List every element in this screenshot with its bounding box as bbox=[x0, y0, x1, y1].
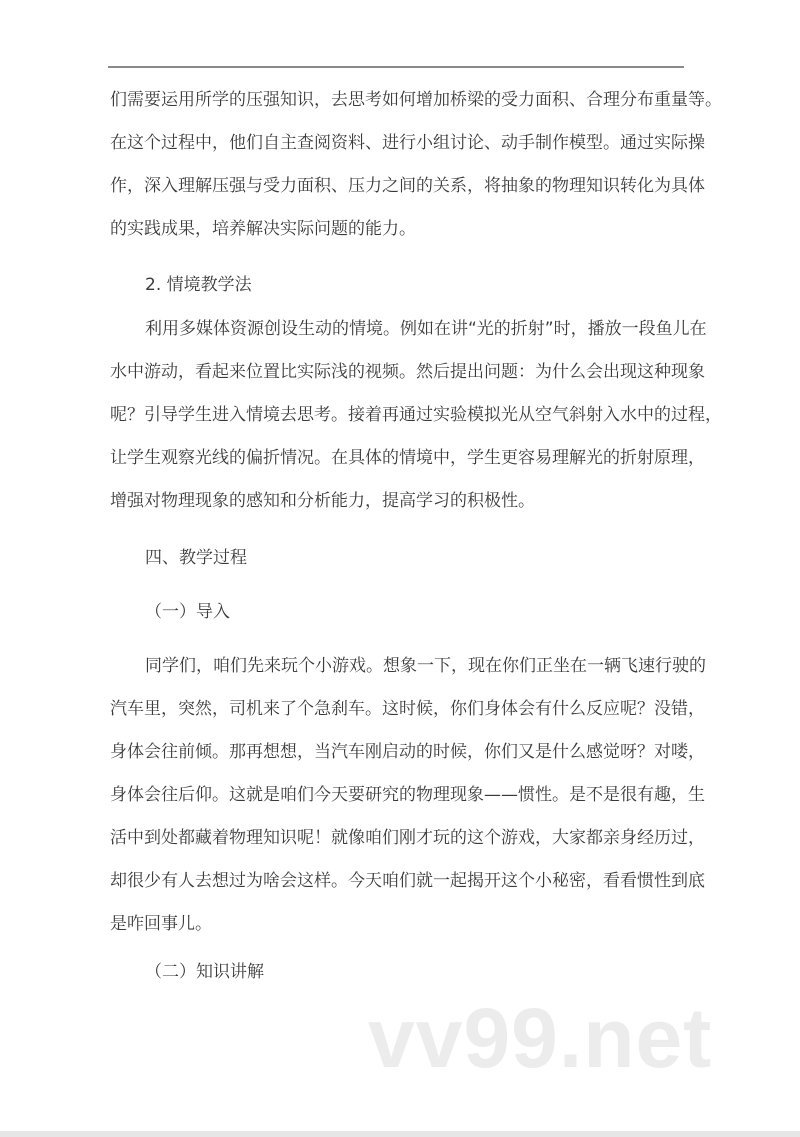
watermark: vv99.net bbox=[368, 991, 713, 1085]
subsection-heading: （二）知识讲解 bbox=[145, 962, 264, 982]
header-rule bbox=[108, 66, 684, 68]
subsection-heading: （一）导入 bbox=[145, 602, 230, 622]
text-line: 水中游动，看起来位置比实际浅的视频。然后提出问题：为什么会出现这种现象 bbox=[110, 362, 705, 382]
text-line: 们需要运用所学的压强知识，去思考如何增加桥梁的受力面积、合理分布重量等。 bbox=[110, 90, 722, 110]
section-heading: 四、教学过程 bbox=[145, 548, 247, 568]
text-line: 同学们，咱们先来玩个小游戏。想象一下，现在你们正坐在一辆飞速行驶的 bbox=[145, 656, 706, 676]
page-bottom-edge bbox=[0, 1131, 800, 1137]
text-line: 活中到处都藏着物理知识呢！就像咱们刚才玩的这个游戏，大家都亲身经历过， bbox=[110, 828, 705, 848]
text-line: 让学生观察光线的偏折情况。在具体的情境中，学生更容易理解光的折射原理， bbox=[110, 448, 705, 468]
text-line: 却很少有人去想过为啥会这样。今天咱们就一起揭开这个小秘密，看看惯性到底 bbox=[110, 871, 705, 891]
text-line: 是咋回事儿。 bbox=[110, 914, 212, 934]
text-line: 作，深入理解压强与受力面积、压力之间的关系，将抽象的物理知识转化为具体 bbox=[110, 176, 705, 196]
text-line: 呢？引导学生进入情境去思考。接着再通过实验模拟光从空气斜射入水中的过程， bbox=[110, 405, 722, 425]
text-line: 增强对物理现象的感知和分析能力，提高学习的积极性。 bbox=[110, 491, 535, 511]
text-line: 在这个过程中，他们自主查阅资料、进行小组讨论、动手制作模型。通过实际操 bbox=[110, 133, 705, 153]
text-line: 汽车里，突然，司机来了个急刹车。这时候，你们身体会有什么反应呢？没错， bbox=[110, 699, 705, 719]
section-heading: 2. 情境教学法 bbox=[145, 275, 252, 295]
text-line: 身体会往前倾。那再想想，当汽车刚启动的时候，你们又是什么感觉呀？对喽， bbox=[110, 742, 705, 762]
text-line: 利用多媒体资源创设生动的情境。例如在讲“光的折射”时，播放一段鱼儿在 bbox=[145, 319, 707, 339]
text-line: 身体会往后仰。这就是咱们今天要研究的物理现象——惯性。是不是很有趣，生 bbox=[110, 785, 705, 805]
text-line: 的实践成果，培养解决实际问题的能力。 bbox=[110, 219, 416, 239]
